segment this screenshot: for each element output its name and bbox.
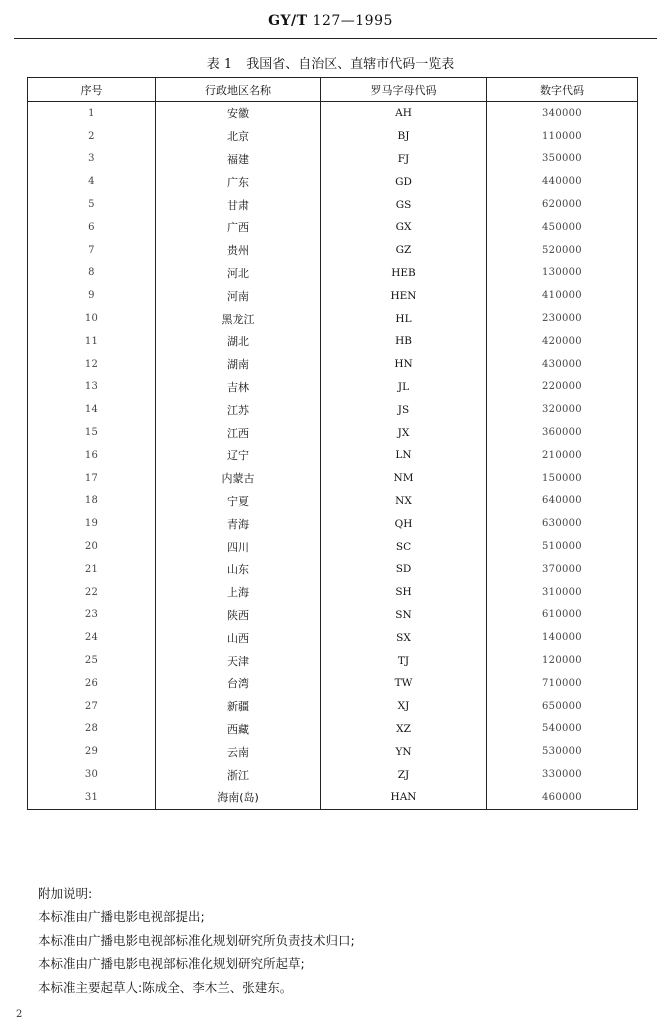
roman-code: GD	[321, 170, 487, 193]
row-index: 4	[28, 170, 156, 193]
roman-code: BJ	[321, 125, 487, 148]
roman-code: SX	[321, 626, 487, 649]
notes-line-drafter: 本标准由广播电影电视部标准化规划研究所起草;	[38, 956, 305, 972]
region-code-table	[27, 77, 638, 810]
roman-code: QH	[321, 512, 487, 535]
table-row	[28, 490, 638, 513]
notes-line-main-drafters: 本标准主要起草人:陈成全、李木兰、张建东。	[38, 979, 293, 995]
region-name: 福建	[156, 148, 321, 171]
row-index: 17	[28, 467, 156, 490]
numeric-code: 340000	[487, 102, 638, 125]
table-row	[28, 649, 638, 672]
row-index: 29	[28, 740, 156, 763]
row-index: 15	[28, 421, 156, 444]
numeric-code: 320000	[487, 398, 638, 421]
numeric-code: 230000	[487, 307, 638, 330]
numeric-code: 510000	[487, 535, 638, 558]
roman-code: HEB	[321, 262, 487, 285]
region-name: 安徽	[156, 102, 321, 125]
row-index: 20	[28, 535, 156, 558]
region-name: 内蒙古	[156, 467, 321, 490]
row-index: 25	[28, 649, 156, 672]
row-index: 11	[28, 330, 156, 353]
table-row	[28, 125, 638, 148]
page-number: 2	[16, 1009, 23, 1020]
roman-code: NM	[321, 467, 487, 490]
region-name: 宁夏	[156, 490, 321, 513]
table-row	[28, 284, 638, 307]
roman-code: ZJ	[321, 763, 487, 786]
table-row	[28, 262, 638, 285]
roman-code: AH	[321, 102, 487, 125]
table-row	[28, 535, 638, 558]
roman-code: LN	[321, 444, 487, 467]
numeric-code: 350000	[487, 148, 638, 171]
roman-code: HL	[321, 307, 487, 330]
region-name: 江西	[156, 421, 321, 444]
roman-code: GS	[321, 193, 487, 216]
column-header-index: 序号	[28, 78, 156, 102]
row-index: 7	[28, 239, 156, 262]
table-row	[28, 467, 638, 490]
table-row	[28, 604, 638, 627]
numeric-code: 620000	[487, 193, 638, 216]
table-row	[28, 193, 638, 216]
table-body	[28, 102, 638, 810]
table-row	[28, 376, 638, 399]
row-index: 10	[28, 307, 156, 330]
row-index: 23	[28, 604, 156, 627]
table-row	[28, 421, 638, 444]
table-row	[28, 330, 638, 353]
numeric-code: 140000	[487, 626, 638, 649]
region-name: 湖北	[156, 330, 321, 353]
table-caption-number: 表 1	[206, 57, 233, 72]
roman-code: SC	[321, 535, 487, 558]
region-name: 新疆	[156, 695, 321, 718]
numeric-code: 710000	[487, 672, 638, 695]
numeric-code: 210000	[487, 444, 638, 467]
region-name: 甘肃	[156, 193, 321, 216]
roman-code: JX	[321, 421, 487, 444]
roman-code: TW	[321, 672, 487, 695]
numeric-code: 330000	[487, 763, 638, 786]
row-index: 2	[28, 125, 156, 148]
row-index: 16	[28, 444, 156, 467]
region-name: 天津	[156, 649, 321, 672]
region-name: 青海	[156, 512, 321, 535]
row-index: 6	[28, 216, 156, 239]
region-name: 吉林	[156, 376, 321, 399]
row-index: 30	[28, 763, 156, 786]
roman-code: XZ	[321, 718, 487, 741]
notes-line-proposer: 本标准由广播电影电视部提出;	[38, 909, 205, 925]
table-row	[28, 170, 638, 193]
region-name: 广西	[156, 216, 321, 239]
region-name: 西藏	[156, 718, 321, 741]
roman-code: SD	[321, 558, 487, 581]
row-index: 13	[28, 376, 156, 399]
region-name: 山东	[156, 558, 321, 581]
row-index: 19	[28, 512, 156, 535]
row-index: 8	[28, 262, 156, 285]
region-name: 辽宁	[156, 444, 321, 467]
row-index: 26	[28, 672, 156, 695]
numeric-code: 610000	[487, 604, 638, 627]
row-index: 28	[28, 718, 156, 741]
region-name: 广东	[156, 170, 321, 193]
roman-code: SH	[321, 581, 487, 604]
row-index: 21	[28, 558, 156, 581]
notes-heading: 附加说明:	[38, 886, 93, 901]
region-name: 四川	[156, 535, 321, 558]
table-row	[28, 102, 638, 125]
roman-code: GZ	[321, 239, 487, 262]
roman-code: TJ	[321, 649, 487, 672]
standard-header	[0, 13, 661, 29]
table-row	[28, 581, 638, 604]
region-name: 海南(岛)	[156, 786, 321, 809]
notes-line-technical-centralizer: 本标准由广播电影电视部标准化规划研究所负责技术归口;	[38, 932, 355, 948]
table-row	[28, 398, 638, 421]
numeric-code: 360000	[487, 421, 638, 444]
roman-code: HN	[321, 353, 487, 376]
row-index: 3	[28, 148, 156, 171]
row-index: 5	[28, 193, 156, 216]
roman-code: GX	[321, 216, 487, 239]
roman-code: YN	[321, 740, 487, 763]
region-name: 黑龙江	[156, 307, 321, 330]
roman-code: NX	[321, 490, 487, 513]
region-name: 山西	[156, 626, 321, 649]
table-row	[28, 672, 638, 695]
roman-code: HB	[321, 330, 487, 353]
table-row	[28, 695, 638, 718]
row-index: 18	[28, 490, 156, 513]
row-index: 31	[28, 786, 156, 809]
table-row	[28, 718, 638, 741]
roman-code: FJ	[321, 148, 487, 171]
row-index: 24	[28, 626, 156, 649]
numeric-code: 440000	[487, 170, 638, 193]
table-row	[28, 763, 638, 786]
region-name: 云南	[156, 740, 321, 763]
roman-code: HEN	[321, 284, 487, 307]
table-header-row	[28, 78, 638, 102]
numeric-code: 110000	[487, 125, 638, 148]
table-row	[28, 626, 638, 649]
region-name: 河南	[156, 284, 321, 307]
region-name: 台湾	[156, 672, 321, 695]
roman-code: JL	[321, 376, 487, 399]
numeric-code: 430000	[487, 353, 638, 376]
numeric-code: 370000	[487, 558, 638, 581]
region-name: 贵州	[156, 239, 321, 262]
roman-code: HAN	[321, 786, 487, 809]
table-caption-title: 我国省、自治区、直辖市代码一览表	[246, 57, 455, 72]
numeric-code: 410000	[487, 284, 638, 307]
numeric-code: 310000	[487, 581, 638, 604]
numeric-code: 150000	[487, 467, 638, 490]
region-name: 北京	[156, 125, 321, 148]
table-row	[28, 444, 638, 467]
standard-number: 127—1995	[312, 13, 393, 29]
roman-code: SN	[321, 604, 487, 627]
numeric-code: 220000	[487, 376, 638, 399]
numeric-code: 530000	[487, 740, 638, 763]
numeric-code: 640000	[487, 490, 638, 513]
numeric-code: 650000	[487, 695, 638, 718]
region-name: 上海	[156, 581, 321, 604]
row-index: 14	[28, 398, 156, 421]
column-header-region: 行政地区名称	[156, 78, 321, 102]
column-header-numeric-code: 数字代码	[487, 78, 638, 102]
region-name: 陕西	[156, 604, 321, 627]
table-row	[28, 512, 638, 535]
table-caption	[0, 53, 661, 72]
table-row	[28, 740, 638, 763]
region-name: 河北	[156, 262, 321, 285]
numeric-code: 520000	[487, 239, 638, 262]
table-row	[28, 353, 638, 376]
table-row	[28, 307, 638, 330]
row-index: 1	[28, 102, 156, 125]
numeric-code: 130000	[487, 262, 638, 285]
header-rule	[14, 38, 657, 39]
table-row	[28, 786, 638, 809]
table-row	[28, 239, 638, 262]
row-index: 9	[28, 284, 156, 307]
table-row	[28, 558, 638, 581]
numeric-code: 120000	[487, 649, 638, 672]
numeric-code: 460000	[487, 786, 638, 809]
roman-code: XJ	[321, 695, 487, 718]
numeric-code: 420000	[487, 330, 638, 353]
region-name: 浙江	[156, 763, 321, 786]
additional-notes	[38, 882, 355, 999]
row-index: 27	[28, 695, 156, 718]
row-index: 12	[28, 353, 156, 376]
standard-code: GY/T	[268, 13, 308, 29]
row-index: 22	[28, 581, 156, 604]
numeric-code: 540000	[487, 718, 638, 741]
column-header-roman-code: 罗马字母代码	[321, 78, 487, 102]
region-name: 江苏	[156, 398, 321, 421]
table-row	[28, 216, 638, 239]
numeric-code: 450000	[487, 216, 638, 239]
numeric-code: 630000	[487, 512, 638, 535]
region-name: 湖南	[156, 353, 321, 376]
table-row	[28, 148, 638, 171]
roman-code: JS	[321, 398, 487, 421]
